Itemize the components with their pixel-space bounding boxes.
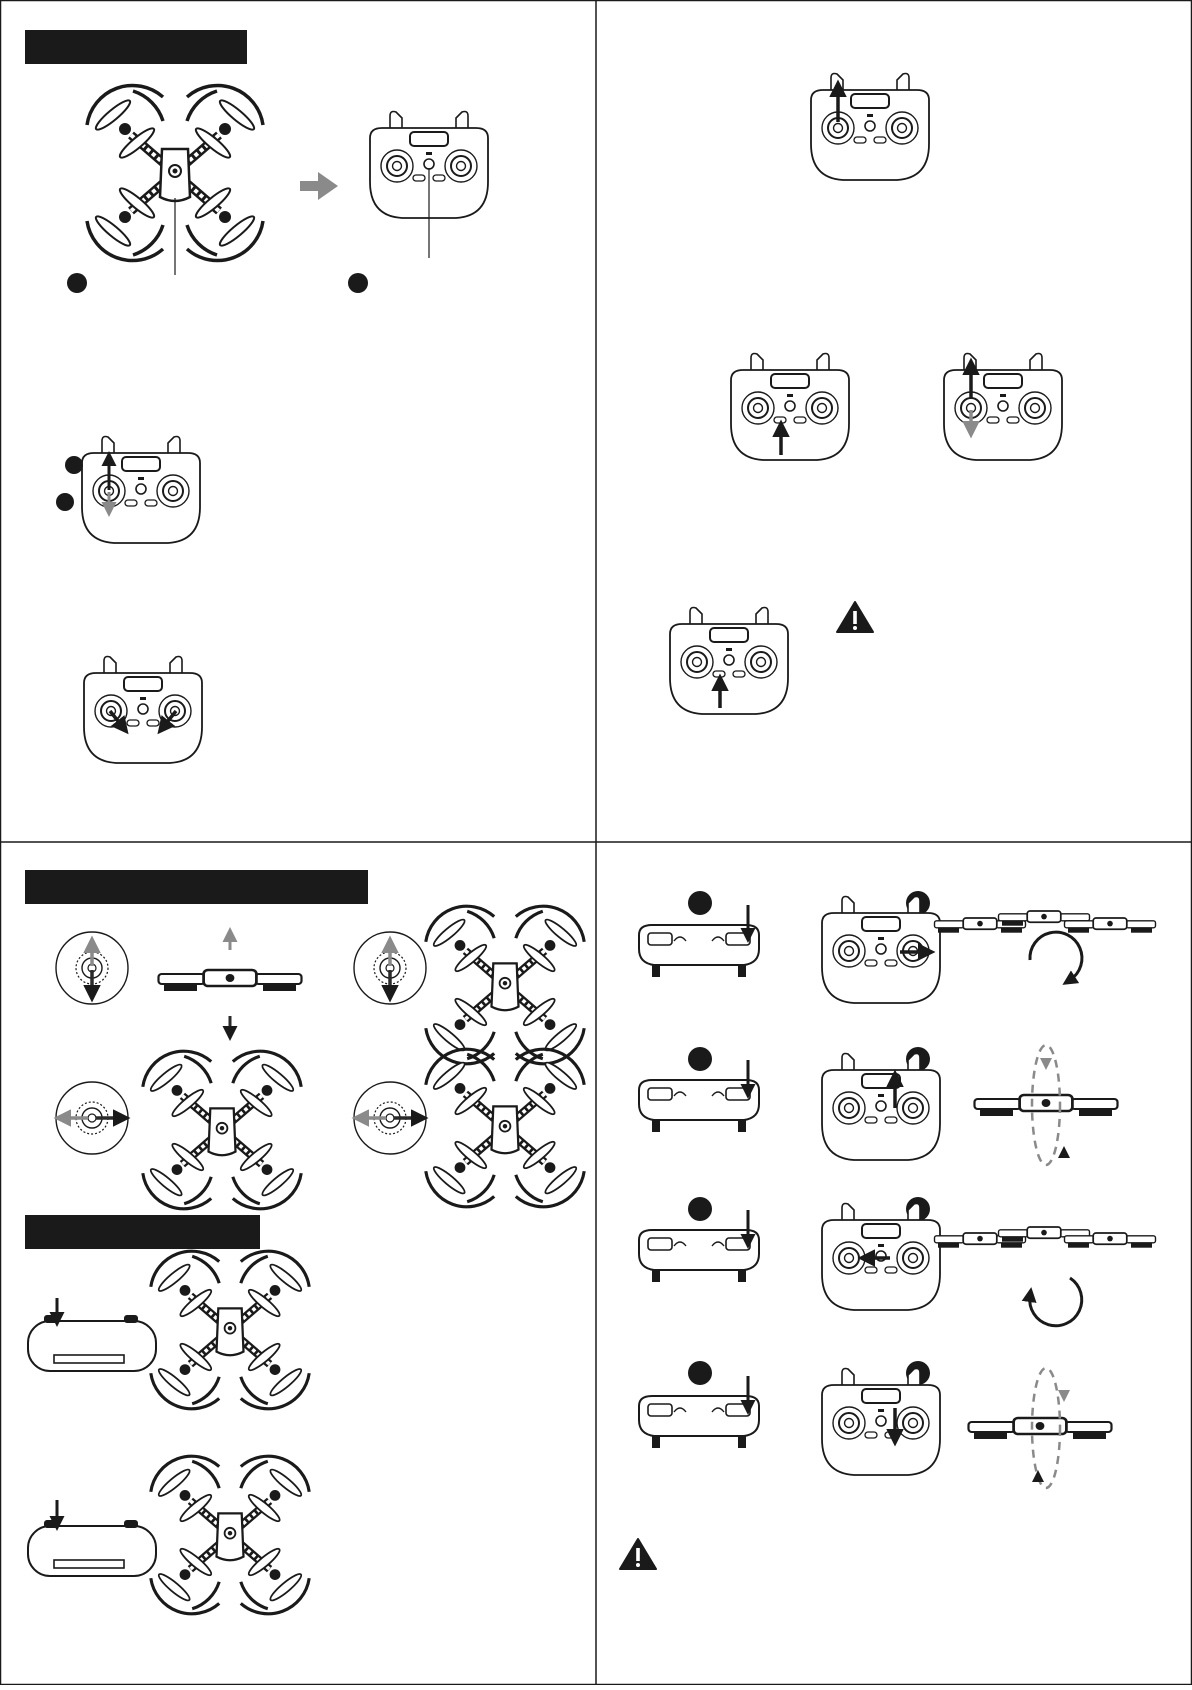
remote-controller-icon [84, 657, 202, 764]
section-header-bar [25, 870, 368, 904]
step-marker [67, 273, 87, 293]
remote-controller-icon [822, 1369, 940, 1476]
joystick-icon [354, 932, 426, 1004]
top-left-panel [25, 30, 488, 763]
bottom-left-panel [25, 870, 584, 1614]
remote-controller-icon [822, 1054, 940, 1161]
drone-icon [975, 1095, 1118, 1116]
warning-icon [620, 1539, 656, 1569]
drone-icon [426, 906, 584, 1064]
drone-icon [159, 970, 302, 991]
drone-icon [969, 1418, 1112, 1439]
remote-controller-icon [822, 897, 940, 1004]
bottom-right-panel [620, 891, 1156, 1569]
remote-controller-icon [28, 1315, 156, 1371]
step-marker [56, 493, 74, 511]
step-marker [688, 1361, 712, 1385]
drone-icon [426, 1049, 584, 1207]
section-header-bar [25, 1215, 260, 1249]
remote-controller-icon [82, 437, 200, 544]
arrow-icon [300, 172, 338, 200]
remote-controller-icon [639, 1080, 759, 1132]
drone-icon [143, 1051, 301, 1209]
remote-controller-icon [811, 74, 929, 181]
joystick-icon [56, 932, 128, 1004]
step-marker [688, 891, 712, 915]
top-right-panel [670, 74, 1062, 715]
drone-icon [151, 1456, 309, 1614]
remote-controller-icon [639, 1230, 759, 1282]
remote-controller-icon [28, 1520, 156, 1576]
drone-icon [151, 1251, 309, 1409]
remote-controller-icon [731, 354, 849, 461]
section-header-bar [25, 30, 247, 64]
remote-controller-icon [944, 354, 1062, 461]
remote-controller-icon [639, 925, 759, 977]
warning-icon [837, 602, 873, 632]
step-marker [688, 1197, 712, 1221]
step-marker [688, 1047, 712, 1071]
step-marker [348, 273, 368, 293]
step-marker [65, 456, 83, 474]
remote-controller-icon [639, 1396, 759, 1448]
remote-controller-icon [670, 608, 788, 715]
